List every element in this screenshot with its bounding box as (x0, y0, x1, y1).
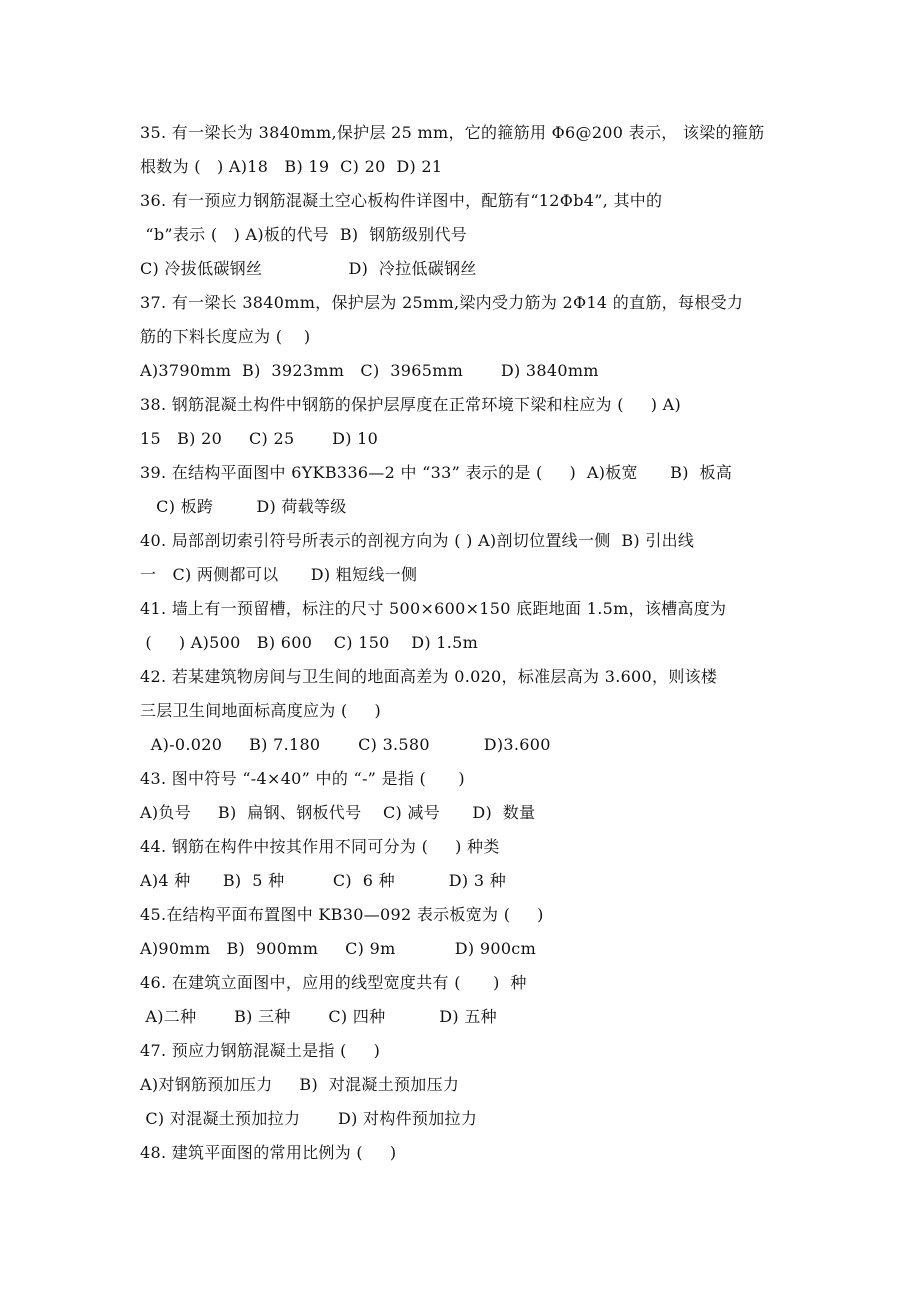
text-line: 48. 建筑平面图的常用比例为 ( ) (140, 1143, 397, 1162)
text-line: A)负号 B) 扁钢、钢板代号 C) 减号 D) 数量 (140, 803, 536, 822)
text-line: 筋的下料长度应为 ( ) (140, 327, 311, 346)
text-line: 37. 有一梁长 3840mm，保护层为 25mm,梁内受力筋为 2Φ14 的直筋，每根受力 (140, 293, 744, 312)
text-line: 40. 局部剖切索引符号所表示的剖视方向为 ( ) A)剖切位置线一侧 B) 引出线 (140, 531, 695, 550)
text-line: A)3790mm B) 3923mm C) 3965mm D) 3840mm (140, 361, 599, 380)
text-line: 15 B) 20 C) 25 D) 10 (140, 429, 379, 448)
text-line: 43. 图中符号 “-4×40” 中的 “-” 是指 ( ) (140, 769, 465, 788)
text-line: 42. 若某建筑物房间与卫生间的地面高差为 0.020，标准层高为 3.600，则该楼 (140, 667, 718, 686)
text-line: C) 板跨 D) 荷载等级 (140, 497, 347, 516)
text-line: 35. 有一梁长为 3840mm,保护层 25 mm，它的箍筋用 Φ6@200 表示， 该梁的箍筋 (140, 123, 765, 142)
text-line: 44. 钢筋在构件中按其作用不同可分为 ( ) 种类 (140, 837, 500, 856)
text-line: 38. 钢筋混凝土构件中钢筋的保护层厚度在正常环境下梁和柱应为 ( ) A) (140, 395, 682, 414)
text-line: 根数为 ( ) A)18 B) 19 C) 20 D) 21 (140, 157, 443, 176)
text-line: A)-0.020 B) 7.180 C) 3.580 D)3.600 (140, 735, 551, 754)
question-list (140, 116, 790, 1170)
text-line: ( ) A)500 B) 600 C) 150 D) 1.5m (140, 633, 479, 652)
text-line: A)90mm B) 900mm C) 9m D) 900cm (140, 939, 537, 958)
text-line: 39. 在结构平面图中 6YKB336—2 中 “33” 表示的是 ( ) A)板宽 B) 板高 (140, 463, 733, 482)
text-line: A)对钢筋预加压力 B) 对混凝土预加压力 (140, 1075, 460, 1094)
text-line: 46. 在建筑立面图中，应用的线型宽度共有 ( ) 种 (140, 973, 527, 992)
text-line: C) 对混凝土预加拉力 D) 对构件预加拉力 (140, 1109, 478, 1128)
text-line: 36. 有一预应力钢筋混凝土空心板构件详图中，配筋有“12Φb4”, 其中的 (140, 191, 663, 210)
text-line: 一 C) 两侧都可以 D) 粗短线一侧 (140, 565, 418, 584)
text-line: C) 冷拔低碳钢丝 D) 冷拉低碳钢丝 (140, 259, 477, 278)
text-line: A)二种 B) 三种 C) 四种 D) 五种 (140, 1007, 497, 1026)
text-line: “b”表示 ( ) A)板的代号 B) 钢筋级别代号 (140, 225, 468, 244)
text-line: A)4 种 B) 5 种 C) 6 种 D) 3 种 (140, 871, 506, 890)
text-line: 41. 墙上有一预留槽，标注的尺寸 500×600×150 底距地面 1.5m，该槽高度为 (140, 599, 727, 618)
text-line: 47. 预应力钢筋混凝土是指 ( ) (140, 1041, 381, 1060)
text-line: 45.在结构平面布置图中 KB30—092 表示板宽为 ( ) (140, 905, 544, 924)
text-line: 三层卫生间地面标高度应为 ( ) (140, 701, 382, 720)
